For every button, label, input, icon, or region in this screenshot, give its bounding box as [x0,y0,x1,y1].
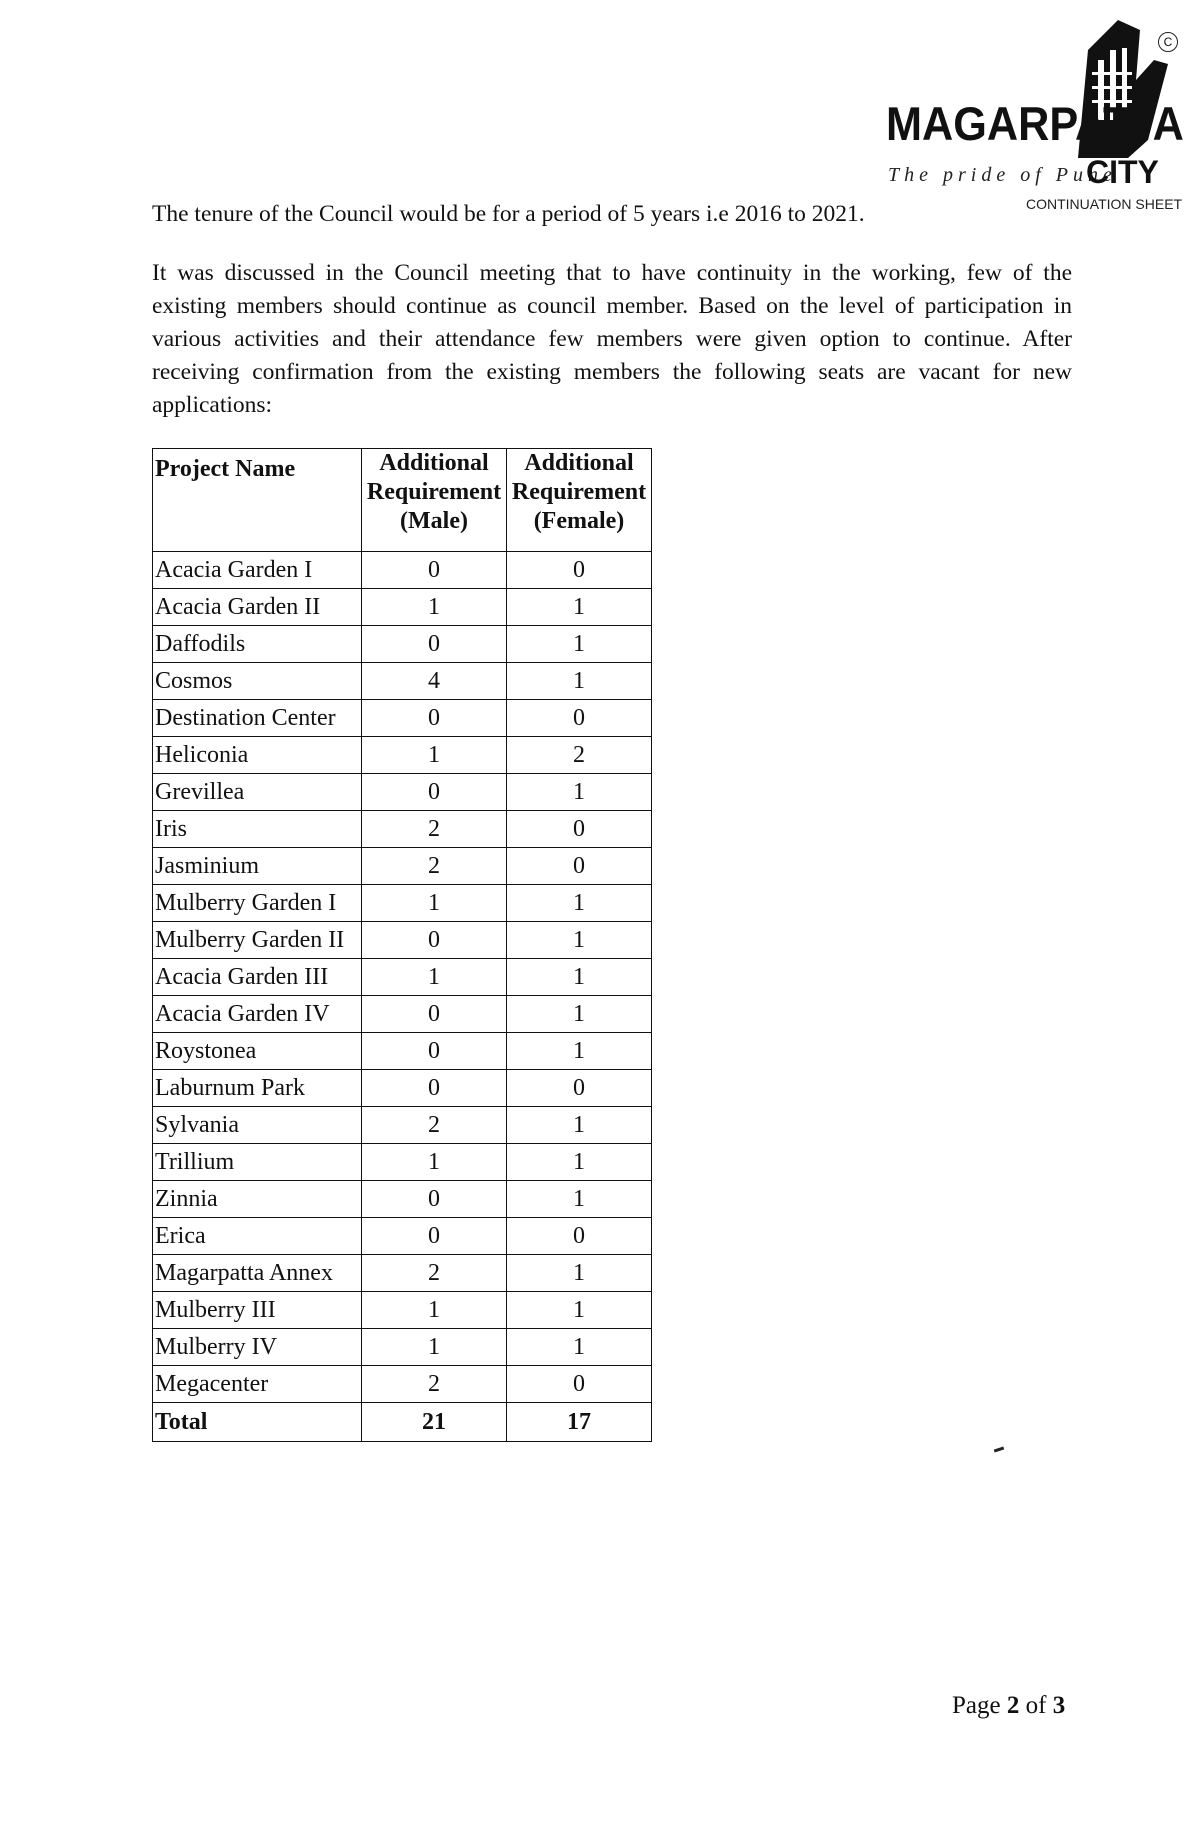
female-count-cell: 0 [507,552,652,589]
copyright-mark: C [1158,32,1178,52]
header-male-line3: (Male) [400,508,468,534]
male-count-cell: 1 [362,589,507,626]
table-row [153,1144,652,1181]
continuation-sheet-label: CONTINUATION SHEET [1026,196,1183,212]
logo-tagline: The pride of Pune [888,164,1117,186]
vacancy-table [152,448,652,1442]
project-name-cell: Jasminium [153,848,362,885]
table-row [153,700,652,737]
table-row [153,1329,652,1366]
total-male: 21 [362,1403,507,1442]
female-count-cell: 2 [507,737,652,774]
male-count-cell: 1 [362,1329,507,1366]
table-row [153,1181,652,1218]
male-count-cell: 0 [362,700,507,737]
table-row [153,959,652,996]
page-mid: of [1019,1692,1053,1719]
female-count-cell: 1 [507,996,652,1033]
female-count-cell: 1 [507,1181,652,1218]
table-row [153,885,652,922]
page-number [952,1692,1065,1720]
female-count-cell: 1 [507,1329,652,1366]
logo-wordmark: MAGARPATTA [886,97,1184,150]
male-count-cell: 1 [362,1292,507,1329]
table-row [153,1107,652,1144]
male-count-cell: 2 [362,1255,507,1292]
male-count-cell: 0 [362,552,507,589]
male-count-cell: 1 [362,737,507,774]
male-count-cell: 0 [362,996,507,1033]
total-female: 17 [507,1403,652,1442]
female-count-cell: 1 [507,959,652,996]
project-name-cell: Heliconia [153,737,362,774]
table-row [153,1366,652,1403]
male-count-cell: 0 [362,922,507,959]
female-count-cell: 1 [507,922,652,959]
male-count-cell: 1 [362,885,507,922]
female-count-cell: 0 [507,1218,652,1255]
female-count-cell: 1 [507,626,652,663]
project-name-cell: Mulberry IV [153,1329,362,1366]
project-name-cell: Acacia Garden II [153,589,362,626]
total-label: Total [153,1403,362,1442]
discussion-paragraph: It was discussed in the Council meeting that to have continuity in the working, few of the existing members should continue as council member. Based on the level of participation in various activities and their attendance few members were given option to continue. After receiving confirmation from the existing members the following seats are vacant for new applications: [152,260,1072,418]
project-name-cell: Mulberry Garden II [153,922,362,959]
tenure-paragraph: The tenure of the Council would be for a period of 5 years i.e 2016 to 2021. [152,201,865,227]
female-count-cell: 1 [507,1033,652,1070]
table-row [153,737,652,774]
female-count-cell: 1 [507,1144,652,1181]
project-name-cell: Sylvania [153,1107,362,1144]
table-total-row [153,1403,652,1442]
project-name-cell: Acacia Garden I [153,552,362,589]
table-row [153,626,652,663]
header-male-line2: Requirement [366,479,502,505]
male-count-cell: 0 [362,1218,507,1255]
table-row [153,1292,652,1329]
male-count-cell: 0 [362,1033,507,1070]
header-male-line1: Additional [379,450,489,476]
project-name-cell: Acacia Garden IV [153,996,362,1033]
female-count-cell: 0 [507,1070,652,1107]
table-header-row [153,449,652,552]
page-total: 3 [1052,1692,1066,1719]
male-count-cell: 2 [362,811,507,848]
project-name-cell: Zinnia [153,1181,362,1218]
table-row [153,848,652,885]
female-count-cell: 1 [507,1255,652,1292]
header-female-line1: Additional [524,450,634,476]
male-count-cell: 2 [362,1366,507,1403]
header-female-line2: Requirement [511,479,647,505]
project-name-cell: Iris [153,811,362,848]
female-count-cell: 0 [507,1366,652,1403]
header-female-line3: (Female) [533,508,625,534]
project-name-cell: Grevillea [153,774,362,811]
table-row [153,1255,652,1292]
project-name-cell: Roystonea [153,1033,362,1070]
female-count-cell: 1 [507,1292,652,1329]
female-count-cell: 1 [507,774,652,811]
header-female [507,449,652,552]
project-name-cell: Megacenter [153,1366,362,1403]
table-row [153,774,652,811]
male-count-cell: 1 [362,1144,507,1181]
table-row [153,996,652,1033]
table-row [153,589,652,626]
project-name-cell: Daffodils [153,626,362,663]
project-name-cell: Laburnum Park [153,1070,362,1107]
header-male [362,449,507,552]
table-row [153,1218,652,1255]
female-count-cell: 0 [507,848,652,885]
stray-pen-mark [994,1447,1004,1453]
page-prefix: Page [952,1692,1007,1719]
header-project-name: Project Name [153,449,362,552]
female-count-cell: 1 [507,663,652,700]
table-row [153,1033,652,1070]
male-count-cell: 4 [362,663,507,700]
male-count-cell: 2 [362,1107,507,1144]
project-name-cell: Magarpatta Annex [153,1255,362,1292]
male-count-cell: 0 [362,1181,507,1218]
project-name-cell: Mulberry Garden I [153,885,362,922]
male-count-cell: 0 [362,626,507,663]
page-current: 2 [1006,1692,1020,1719]
female-count-cell: 0 [507,700,652,737]
female-count-cell: 1 [507,885,652,922]
table-row [153,663,652,700]
project-name-cell: Destination Center [153,700,362,737]
project-name-cell: Trillium [153,1144,362,1181]
project-name-cell: Mulberry III [153,1292,362,1329]
table-row [153,1070,652,1107]
project-name-cell: Erica [153,1218,362,1255]
male-count-cell: 0 [362,774,507,811]
logo-city: CITY [1086,154,1159,190]
female-count-cell: 1 [507,1107,652,1144]
male-count-cell: 1 [362,959,507,996]
table-body [153,552,652,1403]
project-name-cell: Cosmos [153,663,362,700]
female-count-cell: 1 [507,589,652,626]
female-count-cell: 0 [507,811,652,848]
company-logo [886,20,1186,212]
table-row [153,922,652,959]
project-name-cell: Acacia Garden III [153,959,362,996]
table-row [153,811,652,848]
male-count-cell: 0 [362,1070,507,1107]
male-count-cell: 2 [362,848,507,885]
table-row [153,552,652,589]
